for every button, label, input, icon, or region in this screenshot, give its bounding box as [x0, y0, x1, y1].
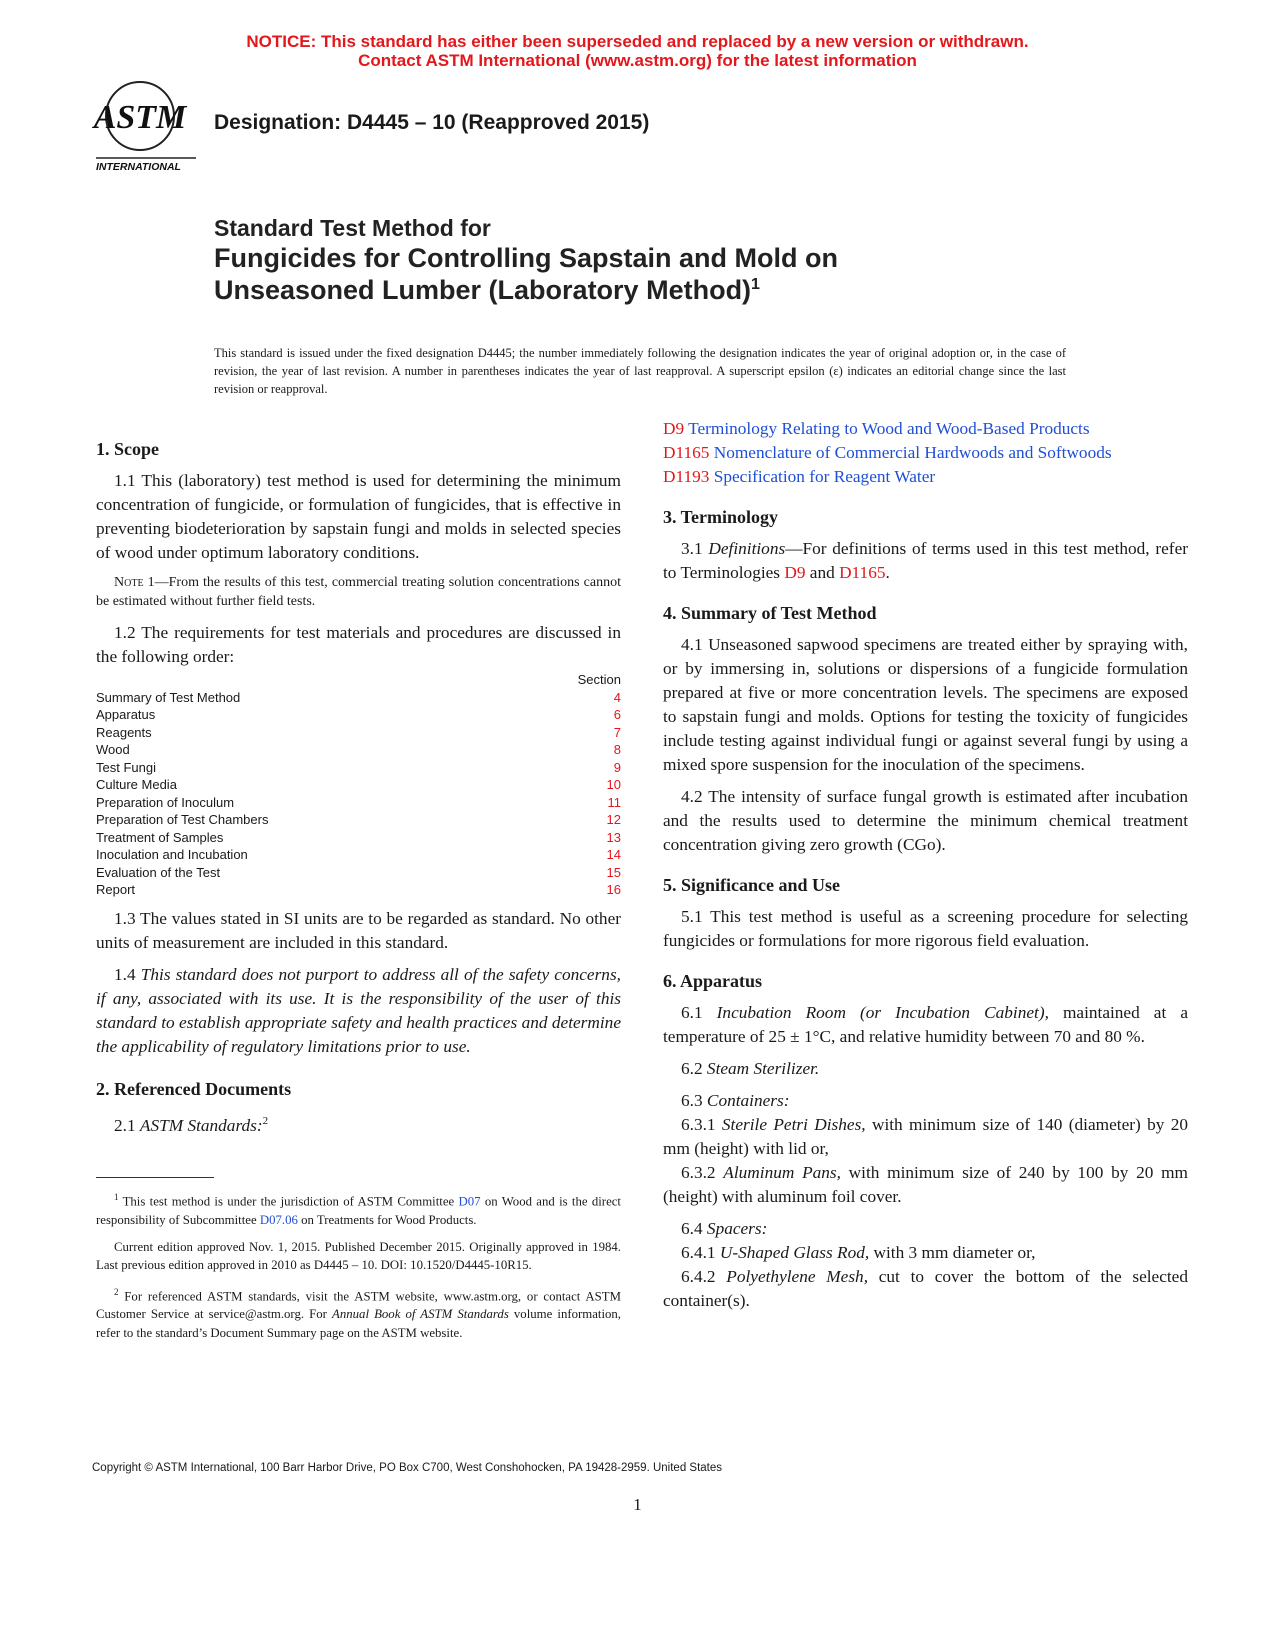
para-6-4-1-text: with 3 mm diameter or, — [869, 1243, 1036, 1262]
para-3-1-italic: Definitions — [708, 539, 786, 558]
summary-heading: 4. Summary of Test Method — [663, 603, 877, 623]
significance-heading: 5. Significance and Use — [663, 875, 841, 895]
para-1-2: 1.2 The requirements for test materials and procedures are discussed in the following order: — [96, 623, 621, 666]
para-6-4-1 — [663, 1241, 1188, 1265]
para-2-1-text: ASTM Standards: — [139, 1115, 263, 1135]
note-1 — [96, 573, 621, 611]
toc-label: Preparation of Inoculum — [96, 794, 235, 810]
toc-section-link[interactable]: 7 — [613, 724, 621, 740]
toc-section-link[interactable]: 10 — [606, 777, 621, 792]
para-6-4-2-italic: Polyethylene Mesh, — [726, 1267, 869, 1286]
footnote-2-mark: 2 — [114, 1286, 119, 1297]
ref-title-link[interactable]: Terminology Relating to Wood and Wood-Based Products — [684, 419, 1090, 438]
title-line-3-text: Unseasoned Lumber (Laboratory Method) — [214, 275, 752, 305]
document-title — [214, 215, 838, 306]
toc-section-link[interactable]: 6 — [613, 707, 621, 722]
toc-row — [96, 864, 621, 882]
para-6-1-num: 6.1 — [681, 1003, 717, 1022]
toc-row — [96, 689, 621, 707]
toc-label: Culture Media — [96, 777, 177, 792]
copyright-line: Copyright © ASTM International, 100 Barr Harbor Drive, PO Box C700, West Conshohocken, PA 19428-2959. United States — [92, 1462, 723, 1474]
para-6-3 — [663, 1089, 1188, 1113]
toc-section-link[interactable]: 15 — [606, 864, 621, 880]
toc-row — [96, 881, 621, 899]
para-6-4-2 — [663, 1265, 1188, 1313]
para-6-3-2 — [663, 1161, 1188, 1209]
notice-line-2: Contact ASTM International (www.astm.org) for the latest information — [358, 51, 917, 70]
title-footnote-mark: 1 — [751, 276, 760, 293]
left-column — [96, 437, 621, 1350]
astm-logo-icon — [92, 78, 202, 178]
para-6-3-1-text: with minimum size of 140 (diameter) by 20 mm (height) with lid or, — [663, 1115, 1188, 1158]
para-5-1: 5.1 This test method is useful as a screening procedure for selecting fungicides or formulations for more rigorous field evaluation. — [663, 907, 1188, 950]
footnote-1 — [96, 1188, 621, 1229]
toc-label: Preparation of Test Chambers — [96, 812, 269, 827]
toc-row — [96, 724, 621, 742]
toc-row — [96, 846, 621, 864]
toc-section-link[interactable]: 11 — [607, 794, 621, 810]
section-table — [96, 671, 621, 899]
issued-note: This standard is issued under the fixed designation D4445; the number immediately following the designation indicates the year of original adoption or, in the case of revision, the year of last revision. A number in parentheses indicates the year of last reapproval. A superscript epsilon (ε) indicates an editorial change since the last revision or reapproval. — [214, 346, 1066, 396]
section-table-header: Section — [577, 672, 621, 687]
para-6-4-2-text: cut to cover the bottom of the selected container(s). — [663, 1267, 1188, 1310]
para-6-4-num: 6.4 — [681, 1219, 707, 1238]
toc-label: Summary of Test Method — [96, 689, 241, 705]
toc-label: Inoculation and Incubation — [96, 847, 248, 862]
toc-label: Test Fungi — [96, 759, 156, 775]
terminology-heading: 3. Terminology — [663, 507, 779, 527]
title-line-1: Standard Test Method for — [214, 215, 491, 241]
para-6-3-num: 6.3 — [681, 1091, 707, 1110]
apparatus-heading: 6. Apparatus — [663, 971, 763, 991]
d9-link[interactable]: D9 — [784, 563, 806, 582]
toc-section-link[interactable]: 8 — [613, 742, 621, 757]
fn2-text-b: volume information, refer to the standard’s Document Summary page on the ASTM website. — [96, 1307, 621, 1340]
toc-row — [96, 741, 621, 759]
para-2-1-footnote-mark: 2 — [262, 1114, 269, 1127]
para-6-3-2-italic: Aluminum Pans, — [723, 1163, 841, 1182]
subcommittee-link[interactable]: D07.06 — [259, 1213, 298, 1228]
toc-section-link[interactable]: 16 — [606, 882, 621, 897]
toc-label: Evaluation of the Test — [96, 864, 221, 880]
para-2-1 — [96, 1109, 621, 1138]
note-label: Note — [114, 575, 144, 590]
toc-row — [96, 811, 621, 829]
footnote-rule — [96, 1177, 214, 1178]
para-3-1 — [663, 537, 1188, 585]
para-1-4-num: 1.4 — [114, 964, 141, 984]
para-6-3-2-text: with minimum size of 240 by 100 by 20 mm (height) with aluminum foil cover. — [663, 1163, 1188, 1206]
toc-row — [96, 759, 621, 777]
footnote-current-edition: Current edition approved Nov. 1, 2015. Published December 2015. Originally approved in 1984. Last previous edition approved in 2010 as D4445 – 10. DOI: 10.1520/D4445-10R15. — [96, 1239, 621, 1273]
para-1-3: 1.3 The values stated in SI units are to be regarded as standard. No other units of measurement are included in this standard. — [96, 908, 621, 952]
title-line-3 — [214, 274, 838, 306]
para-3-1-text-a: —For definitions of terms used in this test method, refer to Terminologies — [663, 539, 1188, 582]
astm-logo — [92, 78, 202, 178]
para-6-2-italic: Steam Sterilizer. — [706, 1059, 820, 1078]
para-4-2: 4.2 The intensity of surface fungal growth is estimated after incubation and the results used to determine the minimum chemical treatment concentration giving zero growth (CGo). — [663, 787, 1188, 854]
toc-label: Report — [96, 882, 136, 897]
footnote-1-mark: 1 — [114, 1192, 119, 1203]
para-6-3-1 — [663, 1113, 1188, 1161]
para-6-4-italic: Spacers: — [706, 1219, 768, 1238]
toc-section-link[interactable]: 13 — [606, 829, 621, 845]
para-6-2-num: 6.2 — [681, 1059, 707, 1078]
page-number: 1 — [633, 1495, 642, 1514]
toc-row — [96, 776, 621, 794]
scope-heading: 1. Scope — [96, 439, 159, 459]
para-6-4 — [663, 1217, 1188, 1241]
para-6-1-italic: Incubation Room (or Incubation Cabinet), — [716, 1003, 1049, 1022]
fn1-text-a: This test method is under the jurisdiction of ASTM Committee — [122, 1194, 459, 1209]
para-6-4-1-num: 6.4.1 — [681, 1243, 720, 1262]
para-2-1-num: 2.1 — [114, 1115, 140, 1135]
toc-row — [96, 829, 621, 847]
title-line-2: Fungicides for Controlling Sapstain and Mold on — [214, 243, 838, 273]
reference-item — [663, 417, 1188, 441]
para-6-3-2-num: 6.3.2 — [681, 1163, 724, 1182]
toc-row — [96, 706, 621, 724]
logo-caption: INTERNATIONAL — [96, 161, 181, 173]
designation: Designation: D4445 – 10 (Reapproved 2015) — [214, 111, 650, 134]
toc-label: Reagents — [96, 724, 152, 740]
toc-section-link[interactable]: 12 — [606, 812, 621, 827]
ref-code-link[interactable]: D9 — [663, 419, 685, 438]
para-6-3-1-italic: Sterile Petri Dishes, — [721, 1115, 866, 1134]
para-6-2 — [663, 1057, 1188, 1081]
toc-section-link[interactable]: 14 — [606, 847, 621, 862]
reference-item — [663, 465, 1188, 489]
toc-section-link[interactable]: 9 — [613, 759, 621, 775]
para-6-4-2-num: 6.4.2 — [681, 1267, 727, 1286]
para-3-1-num: 3.1 — [681, 539, 709, 558]
fn1-text-c: on Treatments for Wood Products. — [297, 1213, 477, 1228]
toc-label: Wood — [96, 742, 130, 757]
footnote-2 — [96, 1283, 621, 1343]
fn1-text-b: on Wood and is the direct responsibility of Subcommittee — [96, 1194, 621, 1228]
para-6-3-italic: Containers: — [706, 1091, 790, 1110]
reference-item — [663, 441, 1188, 465]
ref-title-link[interactable]: Specification for Reagent Water — [709, 467, 936, 486]
fn2-italic: Annual Book of ASTM Standards — [332, 1307, 509, 1322]
para-6-4-1-italic: U-Shaped Glass Rod, — [719, 1243, 870, 1262]
para-3-1-text-c: . — [885, 563, 890, 582]
para-6-1 — [663, 1001, 1188, 1049]
ref-title-link[interactable]: Nomenclature of Commercial Hardwoods and Softwoods — [709, 443, 1112, 462]
ref-code-link[interactable]: D1165 — [663, 443, 710, 462]
toc-section-link[interactable]: 4 — [613, 689, 621, 705]
fn2-text-a: For referenced ASTM standards, visit the ASTM website, www.astm.org, or contact ASTM Customer Service at service@astm.org. For — [96, 1288, 621, 1322]
para-6-1-text: maintained at a temperature of 25 ± 1°C, and relative humidity between 70 and 80 %. — [663, 1003, 1189, 1046]
para-1-4-text: This standard does not purport to address all of the safety concerns, if any, associated with its use. It is the responsibility of the user of this standard to establish appropriate safety and health practices and determine the applicability of regulatory limitations prior to use. — [96, 964, 621, 1056]
note-text: 1—From the results of this test, commercial treating solution concentrations cannot be estimated without further field tests. — [96, 575, 621, 609]
toc-label: Treatment of Samples — [96, 829, 224, 845]
committee-link[interactable]: D07 — [458, 1194, 481, 1209]
toc-label: Apparatus — [96, 707, 156, 722]
para-1-4 — [96, 963, 621, 1059]
notice-line-1: NOTICE: This standard has either been superseded and replaced by a new version or withdrawn. — [246, 32, 1029, 51]
para-1-1: 1.1 This (laboratory) test method is used for determining the minimum concentration of fungicide, or formulation of fungicides, that is effective in preventing biodeterioration by sapstain fungi and molds in selected species of wood under optimum laboratory conditions. — [96, 471, 621, 562]
para-4-1: 4.1 Unseasoned sapwood specimens are treated either by spraying with, or by immersing in, solutions or dispersions of a fungicide formulation prepared at five or more concentration levels. The specimens are exposed to sapstain fungi and molds. Options for testing the toxicity of fungicides include testing against individual fungi or against several fungi by using a mixed spore suspension for the inoculation of the specimens. — [663, 635, 1188, 774]
right-column — [663, 417, 1188, 1313]
referenced-heading: 2. Referenced Documents — [96, 1078, 292, 1099]
d1165-link[interactable]: D1165 — [839, 563, 886, 582]
toc-row — [96, 794, 621, 812]
ref-code-link[interactable]: D1193 — [663, 467, 710, 486]
withdrawn-notice — [0, 32, 1275, 70]
para-3-1-text-b: and — [805, 563, 840, 582]
logo-letters: ASTM — [93, 99, 187, 136]
para-6-3-1-num: 6.3.1 — [681, 1115, 722, 1134]
